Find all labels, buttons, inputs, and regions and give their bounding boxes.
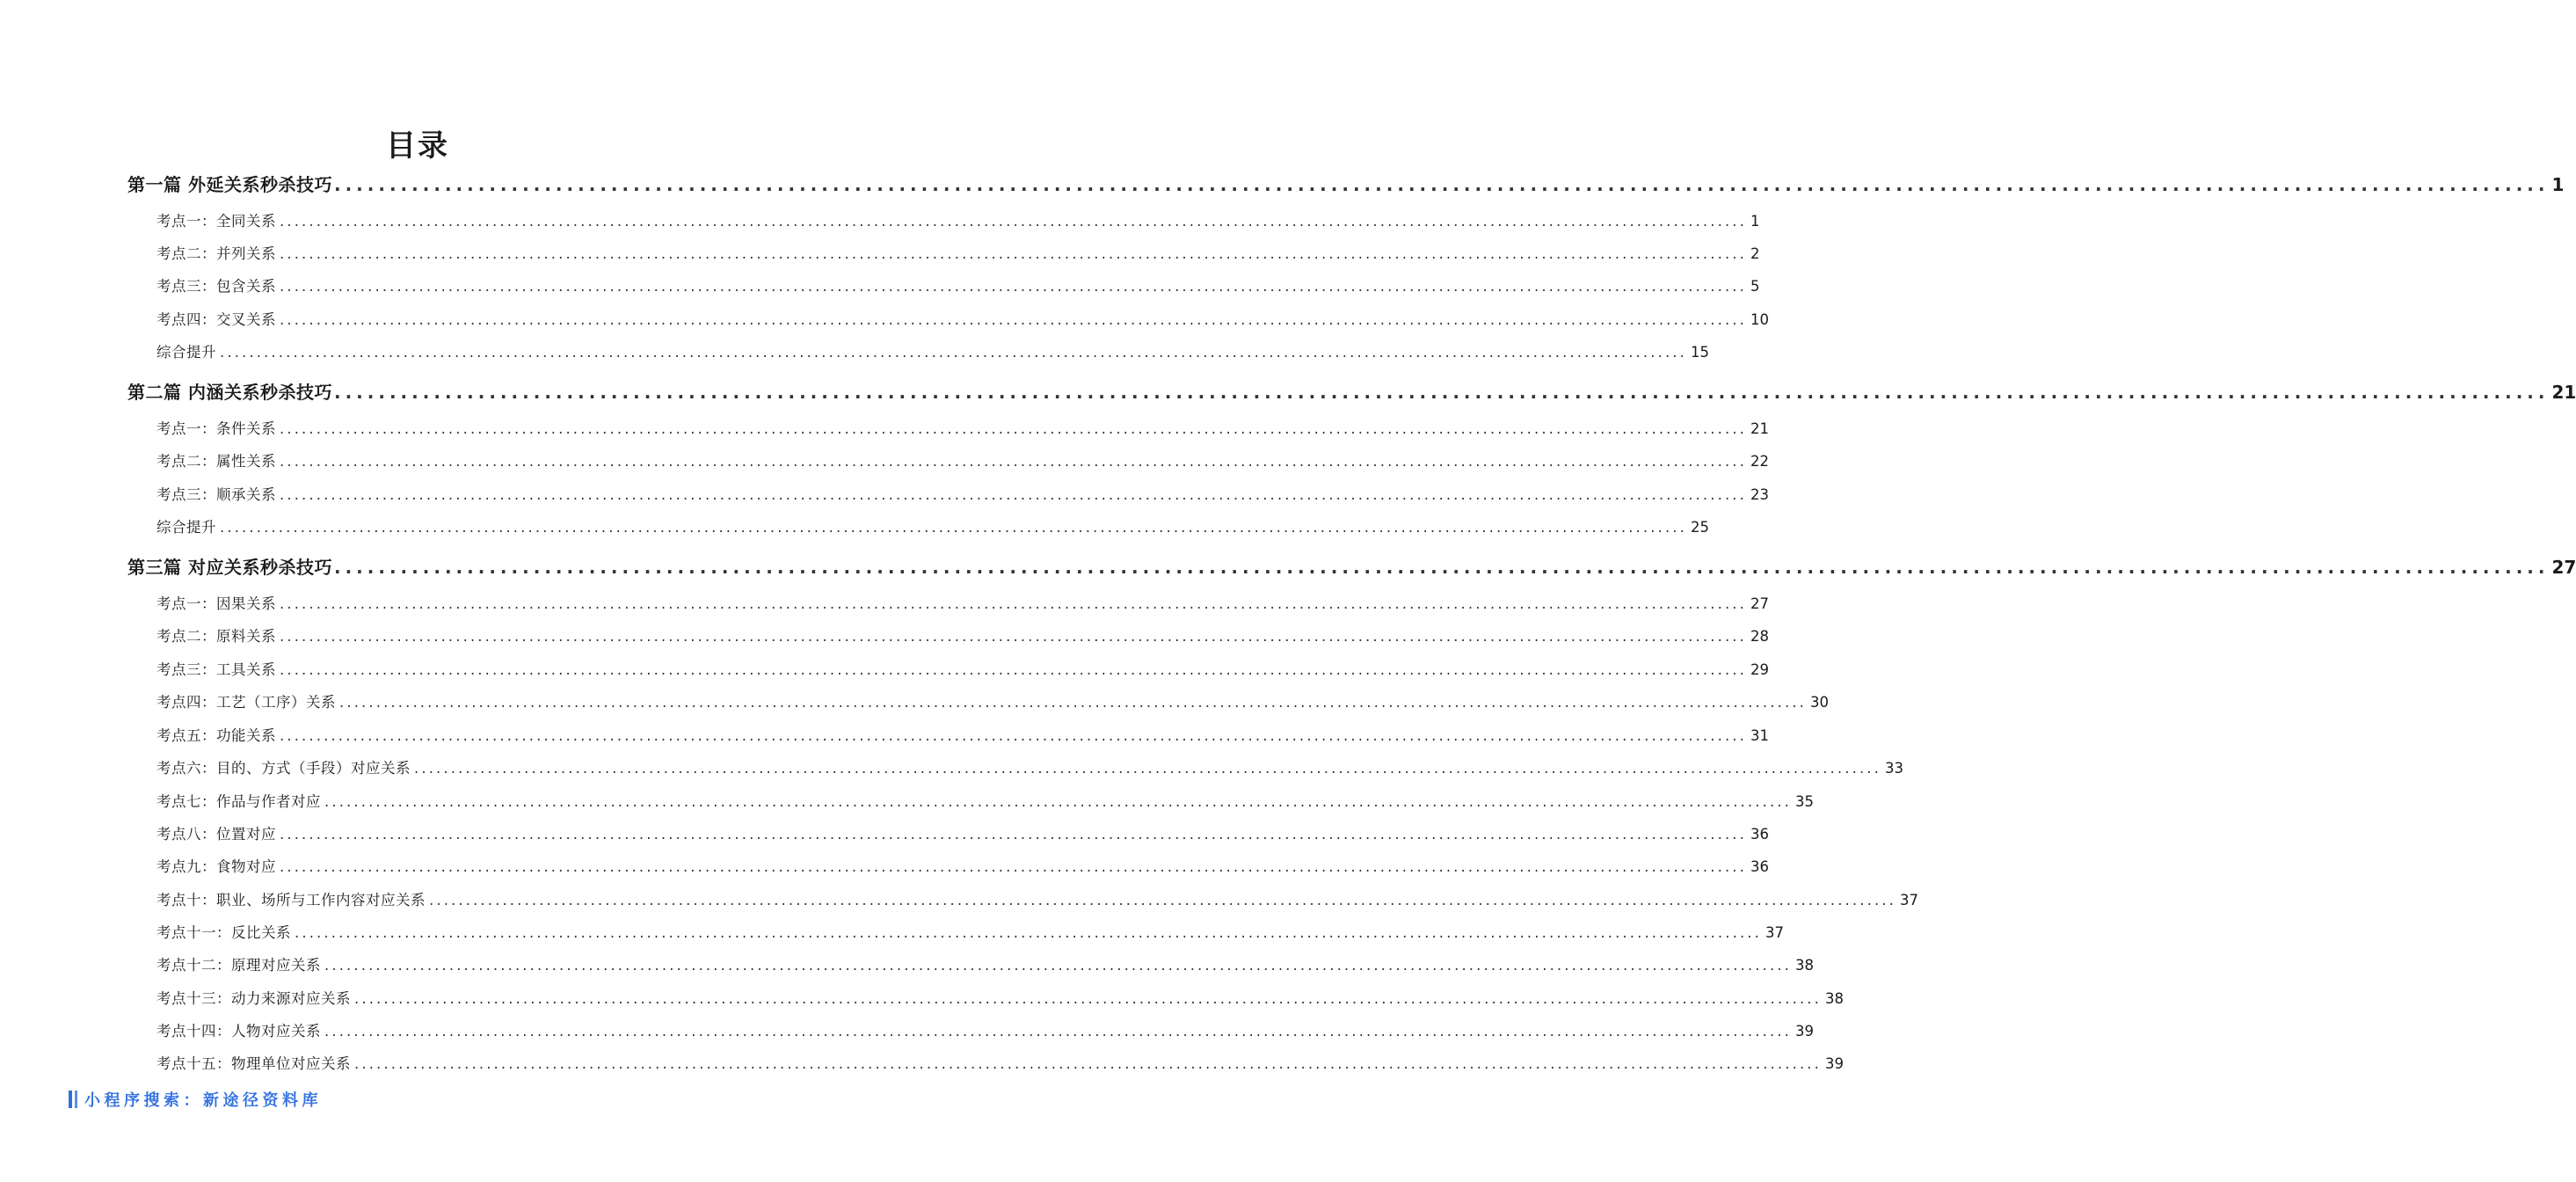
toc-page-number: 28 (1750, 628, 1769, 645)
toc-entry-label: 考点一：因果关系 (156, 595, 276, 612)
toc-section-entry[interactable] (156, 692, 1829, 713)
toc-entry-label: 考点一：条件关系 (156, 420, 276, 437)
toc-entry-label: 综合提升 (156, 519, 216, 536)
toc-page-number: 25 (1690, 519, 1709, 536)
toc-section-entry[interactable] (156, 758, 1903, 779)
toc-page-number: 35 (1794, 793, 1814, 810)
toc-section-entry[interactable] (156, 342, 1709, 363)
toc-entry-label: 第二篇 内涵关系秒杀技巧 (127, 382, 332, 403)
toc-dot-leader: ........................................................................................................................................................................................................ (339, 694, 1807, 711)
toc-dot-leader: ........................................................................................................................................................................................................ (333, 382, 2550, 403)
toc-dot-leader: ........................................................................................................................................................................................................ (333, 174, 2550, 195)
toc-entry-label: 考点七：作品与作者对应 (156, 793, 321, 810)
toc-dot-leader: ........................................................................................................................................................................................................ (280, 595, 1747, 612)
toc-entry-label: 考点二：并列关系 (156, 245, 276, 262)
toc-section-entry[interactable] (156, 211, 1760, 232)
toc-dot-leader: ........................................................................................................................................................................................................ (280, 278, 1747, 295)
toc-entry-label: 综合提升 (156, 344, 216, 361)
toc-page-number: 38 (1824, 990, 1844, 1007)
toc-section-entry[interactable] (156, 485, 1769, 506)
toc-page-number: 5 (1750, 278, 1760, 295)
toc-dot-leader: ........................................................................................................................................................................................................ (333, 557, 2550, 578)
toc-entry-label: 考点一：全同关系 (156, 213, 276, 230)
toc-entry-label: 考点十三：动力来源对应关系 (156, 990, 351, 1007)
toc-page-number: 37 (1899, 892, 1918, 908)
toc-page-number: 38 (1794, 957, 1814, 974)
toc-page-number: 23 (1750, 486, 1769, 503)
toc-dot-leader: ........................................................................................................................................................................................................ (324, 793, 1792, 810)
toc-section-entry[interactable] (156, 726, 1769, 747)
toc-dot-leader: ........................................................................................................................................................................................................ (280, 453, 1747, 470)
toc-dot-leader: ........................................................................................................................................................................................................ (280, 628, 1747, 645)
toc-entry-label: 考点十四：人物对应关系 (156, 1023, 321, 1040)
toc-chapter-entry[interactable] (127, 172, 2565, 197)
toc-entry-label: 考点六：目的、方式（手段）对应关系 (156, 760, 411, 777)
toc-chapter-entry[interactable] (127, 380, 2576, 405)
toc-entry-label: 考点三：顺承关系 (156, 486, 276, 503)
toc-page-number: 31 (1750, 727, 1769, 744)
toc-dot-leader: ........................................................................................................................................................................................................ (220, 344, 1687, 361)
toc-page-number: 1 (1750, 213, 1760, 230)
toc-page-number: 36 (1750, 826, 1769, 843)
toc-entry-label: 考点四：工艺（工序）关系 (156, 694, 336, 711)
toc-page-number: 10 (1750, 311, 1769, 328)
toc-dot-leader: ........................................................................................................................................................................................................ (220, 519, 1687, 536)
toc-entry-label: 考点十一：反比关系 (156, 924, 291, 941)
toc-dot-leader: ........................................................................................................................................................................................................ (280, 826, 1747, 843)
toc-dot-leader: ........................................................................................................................................................................................................ (354, 990, 1822, 1007)
footer-accent-bar-thin (75, 1091, 77, 1108)
toc-section-entry[interactable] (156, 451, 1769, 472)
footer-banner (69, 1089, 322, 1110)
toc-page-number: 27 (2551, 557, 2576, 578)
footer-text: 小程序搜索：新途径资料库 (84, 1091, 322, 1110)
toc-entry-label: 第三篇 对应关系秒杀技巧 (127, 557, 332, 578)
toc-page-number: 39 (1824, 1055, 1844, 1072)
toc-page-number: 2 (1750, 245, 1760, 262)
toc-section-entry[interactable] (156, 310, 1769, 331)
toc-section-entry[interactable] (156, 660, 1769, 681)
toc-section-entry[interactable] (156, 923, 1784, 944)
toc-dot-leader: ........................................................................................................................................................................................................ (324, 1023, 1792, 1040)
toc-section-entry[interactable] (156, 419, 1769, 440)
toc-page-number: 36 (1750, 858, 1769, 875)
toc-page-number: 21 (2551, 382, 2576, 403)
page-title: 目录 (386, 128, 449, 164)
toc-dot-leader: ........................................................................................................................................................................................................ (280, 727, 1747, 744)
toc-page-number: 29 (1750, 661, 1769, 678)
toc-entry-label: 考点十二：原理对应关系 (156, 957, 321, 974)
toc-section-entry[interactable] (156, 955, 1814, 976)
toc-section-entry[interactable] (156, 244, 1760, 265)
toc-dot-leader: ........................................................................................................................................................................................................ (280, 213, 1747, 230)
toc-section-entry[interactable] (156, 857, 1769, 878)
toc-page-number: 30 (1809, 694, 1829, 711)
toc-entry-label: 考点四：交叉关系 (156, 311, 276, 328)
toc-dot-leader: ........................................................................................................................................................................................................ (280, 245, 1747, 262)
toc-dot-leader: ........................................................................................................................................................................................................ (280, 661, 1747, 678)
toc-section-entry[interactable] (156, 626, 1769, 647)
toc-entry-label: 考点二：原料关系 (156, 628, 276, 645)
toc-section-entry[interactable] (156, 1054, 1844, 1075)
toc-section-entry[interactable] (156, 517, 1709, 538)
toc-section-entry[interactable] (156, 276, 1760, 297)
toc-entry-label: 考点三：工具关系 (156, 661, 276, 678)
toc-dot-leader: ........................................................................................................................................................................................................ (324, 957, 1792, 974)
toc-section-entry[interactable] (156, 890, 1918, 911)
toc-page-number: 22 (1750, 453, 1769, 470)
toc-section-entry[interactable] (156, 594, 1769, 615)
toc-dot-leader: ........................................................................................................................................................................................................ (280, 311, 1747, 328)
toc-entry-label: 考点五：功能关系 (156, 727, 276, 744)
toc-section-entry[interactable] (156, 792, 1814, 813)
footer-accent-bar (69, 1091, 72, 1108)
toc-section-entry[interactable] (156, 824, 1769, 845)
toc-entry-label: 考点十五：物理单位对应关系 (156, 1055, 351, 1072)
toc-page-number: 37 (1765, 924, 1784, 941)
toc-chapter-entry[interactable] (127, 555, 2576, 580)
toc-dot-leader: ........................................................................................................................................................................................................ (280, 486, 1747, 503)
toc-page-number: 21 (1750, 420, 1769, 437)
toc-entry-label: 考点九：食物对应 (156, 858, 276, 875)
toc-page-number: 27 (1750, 595, 1769, 612)
toc-section-entry[interactable] (156, 989, 1844, 1010)
toc-entry-label: 第一篇 外延关系秒杀技巧 (127, 174, 332, 195)
toc-entry-label: 考点八：位置对应 (156, 826, 276, 843)
toc-page-number: 1 (2551, 174, 2565, 195)
toc-dot-leader: ........................................................................................................................................................................................................ (414, 760, 1881, 777)
toc-dot-leader: ........................................................................................................................................................................................................ (354, 1055, 1822, 1072)
toc-entry-label: 考点三：包含关系 (156, 278, 276, 295)
toc-page-number: 33 (1884, 760, 1903, 777)
toc-dot-leader: ........................................................................................................................................................................................................ (295, 924, 1762, 941)
toc-page-number: 15 (1690, 344, 1709, 361)
toc-entry-label: 考点二：属性关系 (156, 453, 276, 470)
toc-dot-leader: ........................................................................................................................................................................................................ (429, 892, 1896, 908)
toc-dot-leader: ........................................................................................................................................................................................................ (280, 858, 1747, 875)
toc-entry-label: 考点十：职业、场所与工作内容对应关系 (156, 892, 426, 908)
toc-page-number: 39 (1794, 1023, 1814, 1040)
toc-section-entry[interactable] (156, 1021, 1814, 1042)
toc-dot-leader: ........................................................................................................................................................................................................ (280, 420, 1747, 437)
